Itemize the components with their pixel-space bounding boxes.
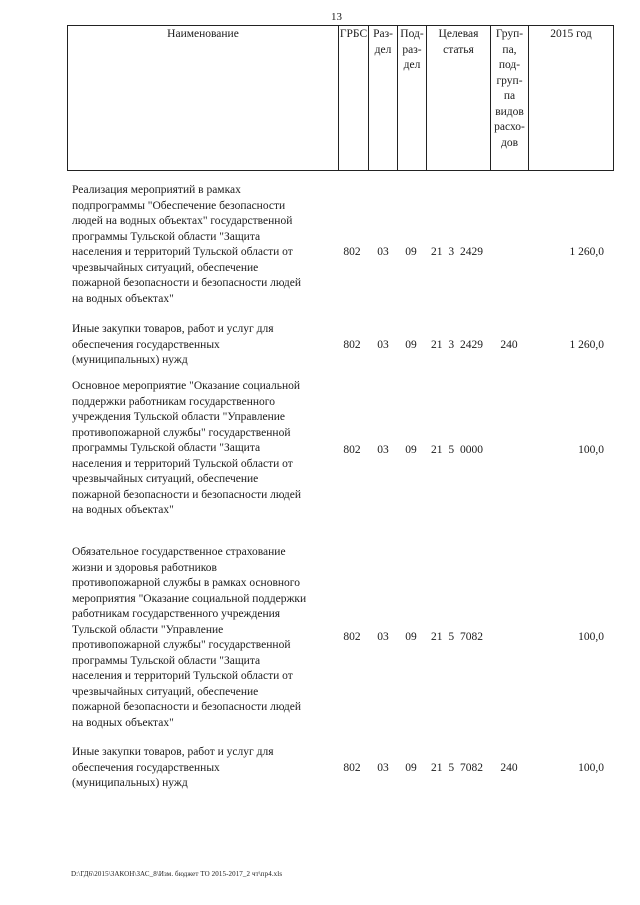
row-grbs: 802	[343, 339, 361, 351]
header-razdel-col	[369, 26, 398, 170]
row-value: 100,0	[578, 444, 604, 456]
row-value: 100,0	[578, 762, 604, 774]
row-csr: 21 5 7082	[431, 762, 483, 774]
row-razdel: 03	[377, 339, 389, 351]
row-grbs: 802	[343, 631, 361, 643]
row-grbs: 802	[343, 246, 361, 258]
row-razdel: 03	[377, 246, 389, 258]
header-grbs: ГРБС	[339, 28, 368, 40]
row-razdel: 03	[377, 444, 389, 456]
row-csr: 21 3 2429	[431, 339, 483, 351]
row-csr: 21 3 2429	[431, 246, 483, 258]
header-podrazdel: Под- раз- дел	[400, 28, 424, 71]
row-csr: 21 5 0000	[431, 444, 483, 456]
header-csr-col	[427, 26, 491, 170]
header-name-col	[68, 26, 339, 170]
row-vr: 240	[500, 762, 518, 774]
row-razdel: 03	[377, 762, 389, 774]
header-podrazdel-col	[398, 26, 427, 170]
row-podrazdel: 09	[405, 246, 417, 258]
row-razdel: 03	[377, 631, 389, 643]
header-year: 2015 год	[550, 28, 592, 40]
header-csr: Целевая статья	[438, 28, 479, 56]
row-podrazdel: 09	[405, 339, 417, 351]
header-year-col	[529, 26, 613, 170]
row-podrazdel: 09	[405, 631, 417, 643]
row-value: 1 260,0	[569, 246, 604, 258]
row-value: 1 260,0	[569, 339, 604, 351]
row-grbs: 802	[343, 762, 361, 774]
header-name: Наименование	[167, 28, 239, 40]
table-header	[67, 25, 614, 171]
row-name: Иные закупки товаров, работ и услуг для обеспечения государственных (муниципальных) нужд	[72, 746, 274, 789]
header-vr-col	[491, 26, 529, 170]
row-podrazdel: 09	[405, 762, 417, 774]
header-vr: Груп- па, под- груп- па видов расхо- дов	[494, 28, 525, 149]
file-path-footer: D:\ГД6\2015\ЗАКОН\ЗАС_8\Изм. бюджет ТО 2015-2017_2 чт\пр4.xls	[71, 870, 283, 878]
row-name: Обязательное государственное страхование жизни и здоровья работников противопожарной службы в рамках основного мероприятия "Оказание социальной поддержки работникам государственного учреждения Тульской области "Управление противопожарной службы" государственной программы Тульской области "Защита населения и территорий Тульской области от чрезвычайных ситуаций, обеспечение пожарной безопасности и безопасности людей на водных объектах"	[72, 546, 307, 729]
page-number: 13	[331, 11, 342, 23]
row-podrazdel: 09	[405, 444, 417, 456]
row-vr: 240	[500, 339, 518, 351]
row-csr: 21 5 7082	[431, 631, 483, 643]
row-name: Реализация мероприятий в рамках подпрограммы "Обеспечение безопасности людей на водных объектах" государственной программы Тульской области "Защита населения и территорий Тульской области от чрезвычайных ситуаций, обеспечение пожарной безопасности и безопасности людей на водных объектах"	[72, 184, 302, 305]
row-name: Иные закупки товаров, работ и услуг для обеспечения государственных (муниципальных) нужд	[72, 323, 274, 366]
header-grbs-col	[339, 26, 369, 170]
row-name: Основное мероприятие "Оказание социальной поддержки работникам государственного учреждения Тульской области "Управление противопожарной службы" государственной программы Тульской области "Защита населения и территорий Тульской области от чрезвычайных ситуаций, обеспечение пожарной безопасности и безопасности людей на водных объектах"	[72, 380, 302, 516]
row-value: 100,0	[578, 631, 604, 643]
header-razdel: Раз- дел	[373, 28, 393, 56]
row-grbs: 802	[343, 444, 361, 456]
